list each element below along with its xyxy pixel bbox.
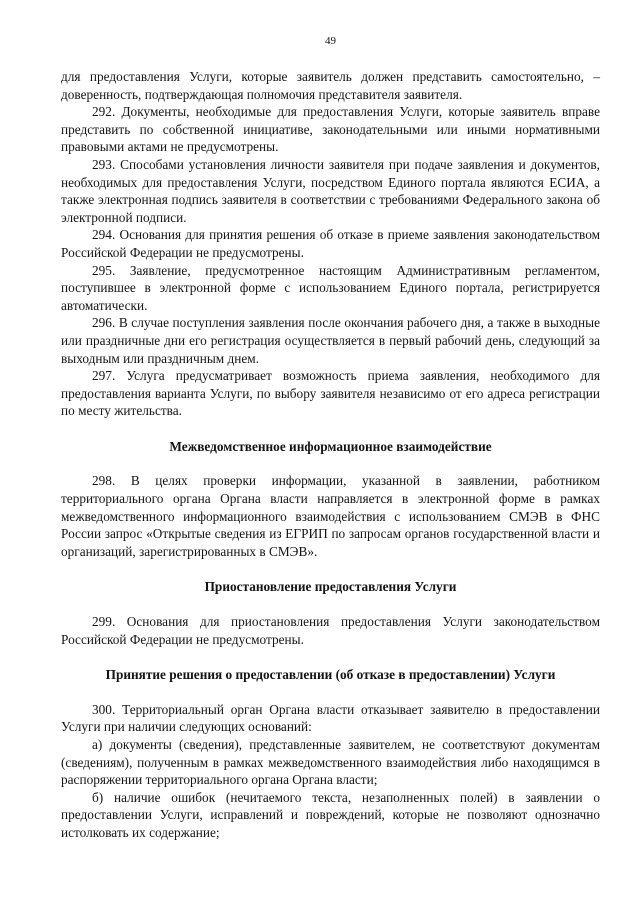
- spacer: [61, 560, 600, 578]
- paragraph-300-a: а) документы (сведения), представленные заявителем, не соответствуют документам (сведениям), полученным в рамках межведомственного взаимодействия либо находящимся в распоряжении территориального органа Органа власти;: [61, 737, 600, 788]
- section-heading-decision: Принятие решения о предоставлении (об отказе в предоставлении) Услуги: [105, 667, 556, 683]
- paragraph-293: 293. Способами установления личности заявителя при подаче заявления и документов, необходимых для предоставления Услуги, посредством Единого портала являются ЕСИА, а также электронная подпись заявителя в соответствии с требованиями Федерального закона об электронной подписи.: [61, 156, 600, 225]
- paragraph-298: 298. В целях проверки информации, указанной в заявлении, работником территориального органа Органа власти направляется в электронной форме в рамках межведомственного информационного взаимодействия с использованием СМЭВ в ФНС России запрос «Открытые сведения из ЕГРИП по запросам органов государственной власти и организаций, зарегистрированных в СМЭВ».: [61, 473, 600, 559]
- spacer: [61, 648, 600, 666]
- paragraph-299: 299. Основания для приостановления предоставления Услуги законодательством Российской Федерации не предусмотрены.: [61, 614, 600, 647]
- paragraph-296: 296. В случае поступления заявления после окончания рабочего дня, а также в выходные или праздничные дни его регистрация осуществляется в первый рабочий день, следующий за выходным или праздничным днем.: [61, 315, 600, 366]
- paragraph-297: 297. Услуга предусматривает возможность приема заявления, необходимого для предоставления варианта Услуги, по выбору заявителя независимо от его адреса регистрации по месту жительства.: [61, 368, 600, 419]
- paragraph-295: 295. Заявление, предусмотренное настоящим Административным регламентом, поступившее в электронной форме с использованием Единого портала, регистрируется автоматически.: [61, 262, 600, 313]
- paragraph-continuation: для предоставления Услуги, которые заявитель должен представить самостоятельно, – доверенность, подтверждающая полномочия представителя заявителя.: [61, 69, 600, 102]
- paragraph-300: 300. Территориальный орган Органа власти отказывает заявителю в предоставлении Услуги при наличии следующих оснований:: [61, 701, 600, 735]
- spacer: [61, 455, 600, 472]
- spacer: [61, 596, 600, 613]
- spacer: [61, 684, 600, 701]
- section-heading-interagency: Межведомственное информационное взаимодействие: [169, 438, 492, 454]
- paragraph-300-b: б) наличие ошибок (нечитаемого текста, незаполненных полей) в заявлении о предоставлении Услуги, исправлений и повреждений, которые не позволяют однозначно истолковать их содержание;: [61, 789, 600, 840]
- paragraph-294: 294. Основания для принятия решения об отказе в приеме заявления законодательством Российской Федерации не предусмотрены.: [61, 227, 600, 260]
- spacer: [61, 420, 600, 438]
- paragraph-292: 292. Документы, необходимые для предоставления Услуги, которые заявитель вправе представить по собственной инициативе, законодательными или иными нормативными правовыми актами не предусмотрены.: [61, 104, 600, 155]
- page-number: 49: [325, 35, 336, 47]
- section-heading-suspension: Приостановление предоставления Услуги: [204, 579, 457, 595]
